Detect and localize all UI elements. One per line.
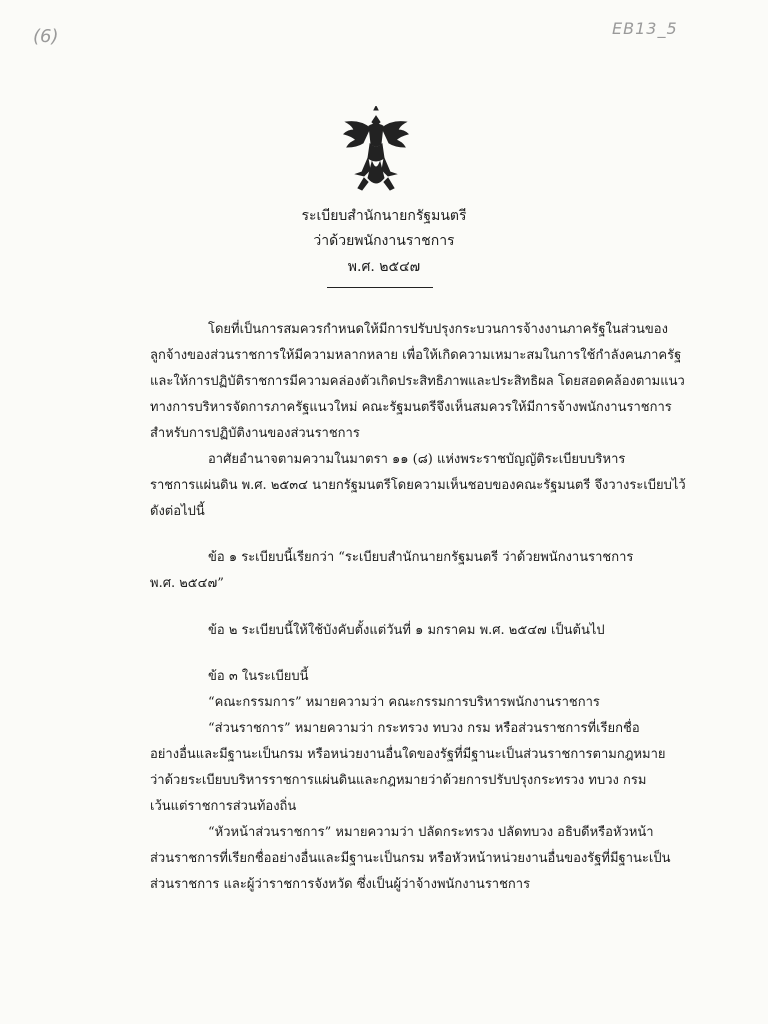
clause-1-continued: พ.ศ. ๒๕๔๗” — [150, 576, 224, 591]
definition-committee: “คณะกรรมการ” หมายความว่า คณะกรรมการบริหารพนักงานราชการ — [208, 695, 600, 710]
text-line: ส่วนราชการ และผู้ว่าราชการจังหวัด ซึ่งเป็นผู้ว่าจ้างพนักงานราชการ — [150, 877, 531, 892]
text-line: ทางการบริหารจัดการภาครัฐแนวใหม่ คณะรัฐมนตรีจึงเห็นสมควรให้มีการจ้างพนักงานราชการ — [150, 400, 672, 415]
text-line: อาศัยอำนาจตามความในมาตรา ๑๑ (๘) แห่งพระราชบัญญัติระเบียบบริหาร — [208, 452, 626, 467]
text-line: สำหรับการปฏิบัติงานของส่วนราชการ — [150, 426, 360, 441]
clause-3: ข้อ ๓ ในระเบียบนี้ — [208, 669, 309, 684]
text-line: ลูกจ้างของส่วนราชการให้มีความหลากหลาย เพื่อให้เกิดความเหมาะสมในการใช้กำลังคนภาครัฐ — [150, 348, 682, 363]
title-divider — [327, 287, 433, 288]
regulation-title: ระเบียบสำนักนายกรัฐมนตรี — [301, 208, 467, 224]
text-line: ดังต่อไปนี้ — [150, 504, 205, 519]
handwritten-reference-code: EB13_5 — [612, 19, 678, 38]
definition-agency-head: “หัวหน้าส่วนราชการ” หมายความว่า ปลัดกระทรวง ปลัดทบวง อธิบดีหรือหัวหน้า — [208, 825, 654, 840]
regulation-subject: ว่าด้วยพนักงานราชการ — [313, 233, 455, 249]
definition-agency: “ส่วนราชการ” หมายความว่า กระทรวง ทบวง กรม หรือส่วนราชการที่เรียกชื่อ — [208, 721, 640, 736]
text-line: ราชการแผ่นดิน พ.ศ. ๒๕๓๔ นายกรัฐมนตรีโดยความเห็นชอบของคณะรัฐมนตรี จึงวางระเบียบไว้ — [150, 478, 686, 493]
regulation-year: พ.ศ. ๒๕๔๗ — [347, 259, 421, 275]
text-line: ว่าด้วยระเบียบบริหารราชการแผ่นดินและกฎหมายว่าด้วยการปรับปรุงกระทรวง ทบวง กรม — [150, 773, 647, 788]
clause-2: ข้อ ๒ ระเบียบนี้ให้ใช้บังคับตั้งแต่วันที่ ๑ มกราคม พ.ศ. ๒๕๔๗ เป็นต้นไป — [208, 623, 605, 638]
garuda-emblem-icon — [340, 106, 412, 192]
clause-1: ข้อ ๑ ระเบียบนี้เรียกว่า “ระเบียบสำนักนายกรัฐมนตรี ว่าด้วยพนักงานราชการ — [208, 550, 634, 565]
text-line: เว้นแต่ราชการส่วนท้องถิ่น — [150, 799, 297, 814]
handwritten-page-number: (6) — [33, 26, 59, 47]
text-line: และให้การปฏิบัติราชการมีความคล่องตัวเกิดประสิทธิภาพและประสิทธิผล โดยสอดคล้องตามแนว — [150, 374, 685, 389]
text-line: อย่างอื่นและมีฐานะเป็นกรม หรือหน่วยงานอื่นใดของรัฐที่มีฐานะเป็นส่วนราชการตามกฎหมาย — [150, 747, 666, 762]
text-line: ส่วนราชการที่เรียกชื่ออย่างอื่นและมีฐานะเป็นกรม หรือหัวหน้าหน่วยงานอื่นของรัฐที่มีฐานะเป็น — [150, 851, 671, 866]
text-line: โดยที่เป็นการสมควรกำหนดให้มีการปรับปรุงกระบวนการจ้างงานภาครัฐในส่วนของ — [208, 322, 668, 337]
